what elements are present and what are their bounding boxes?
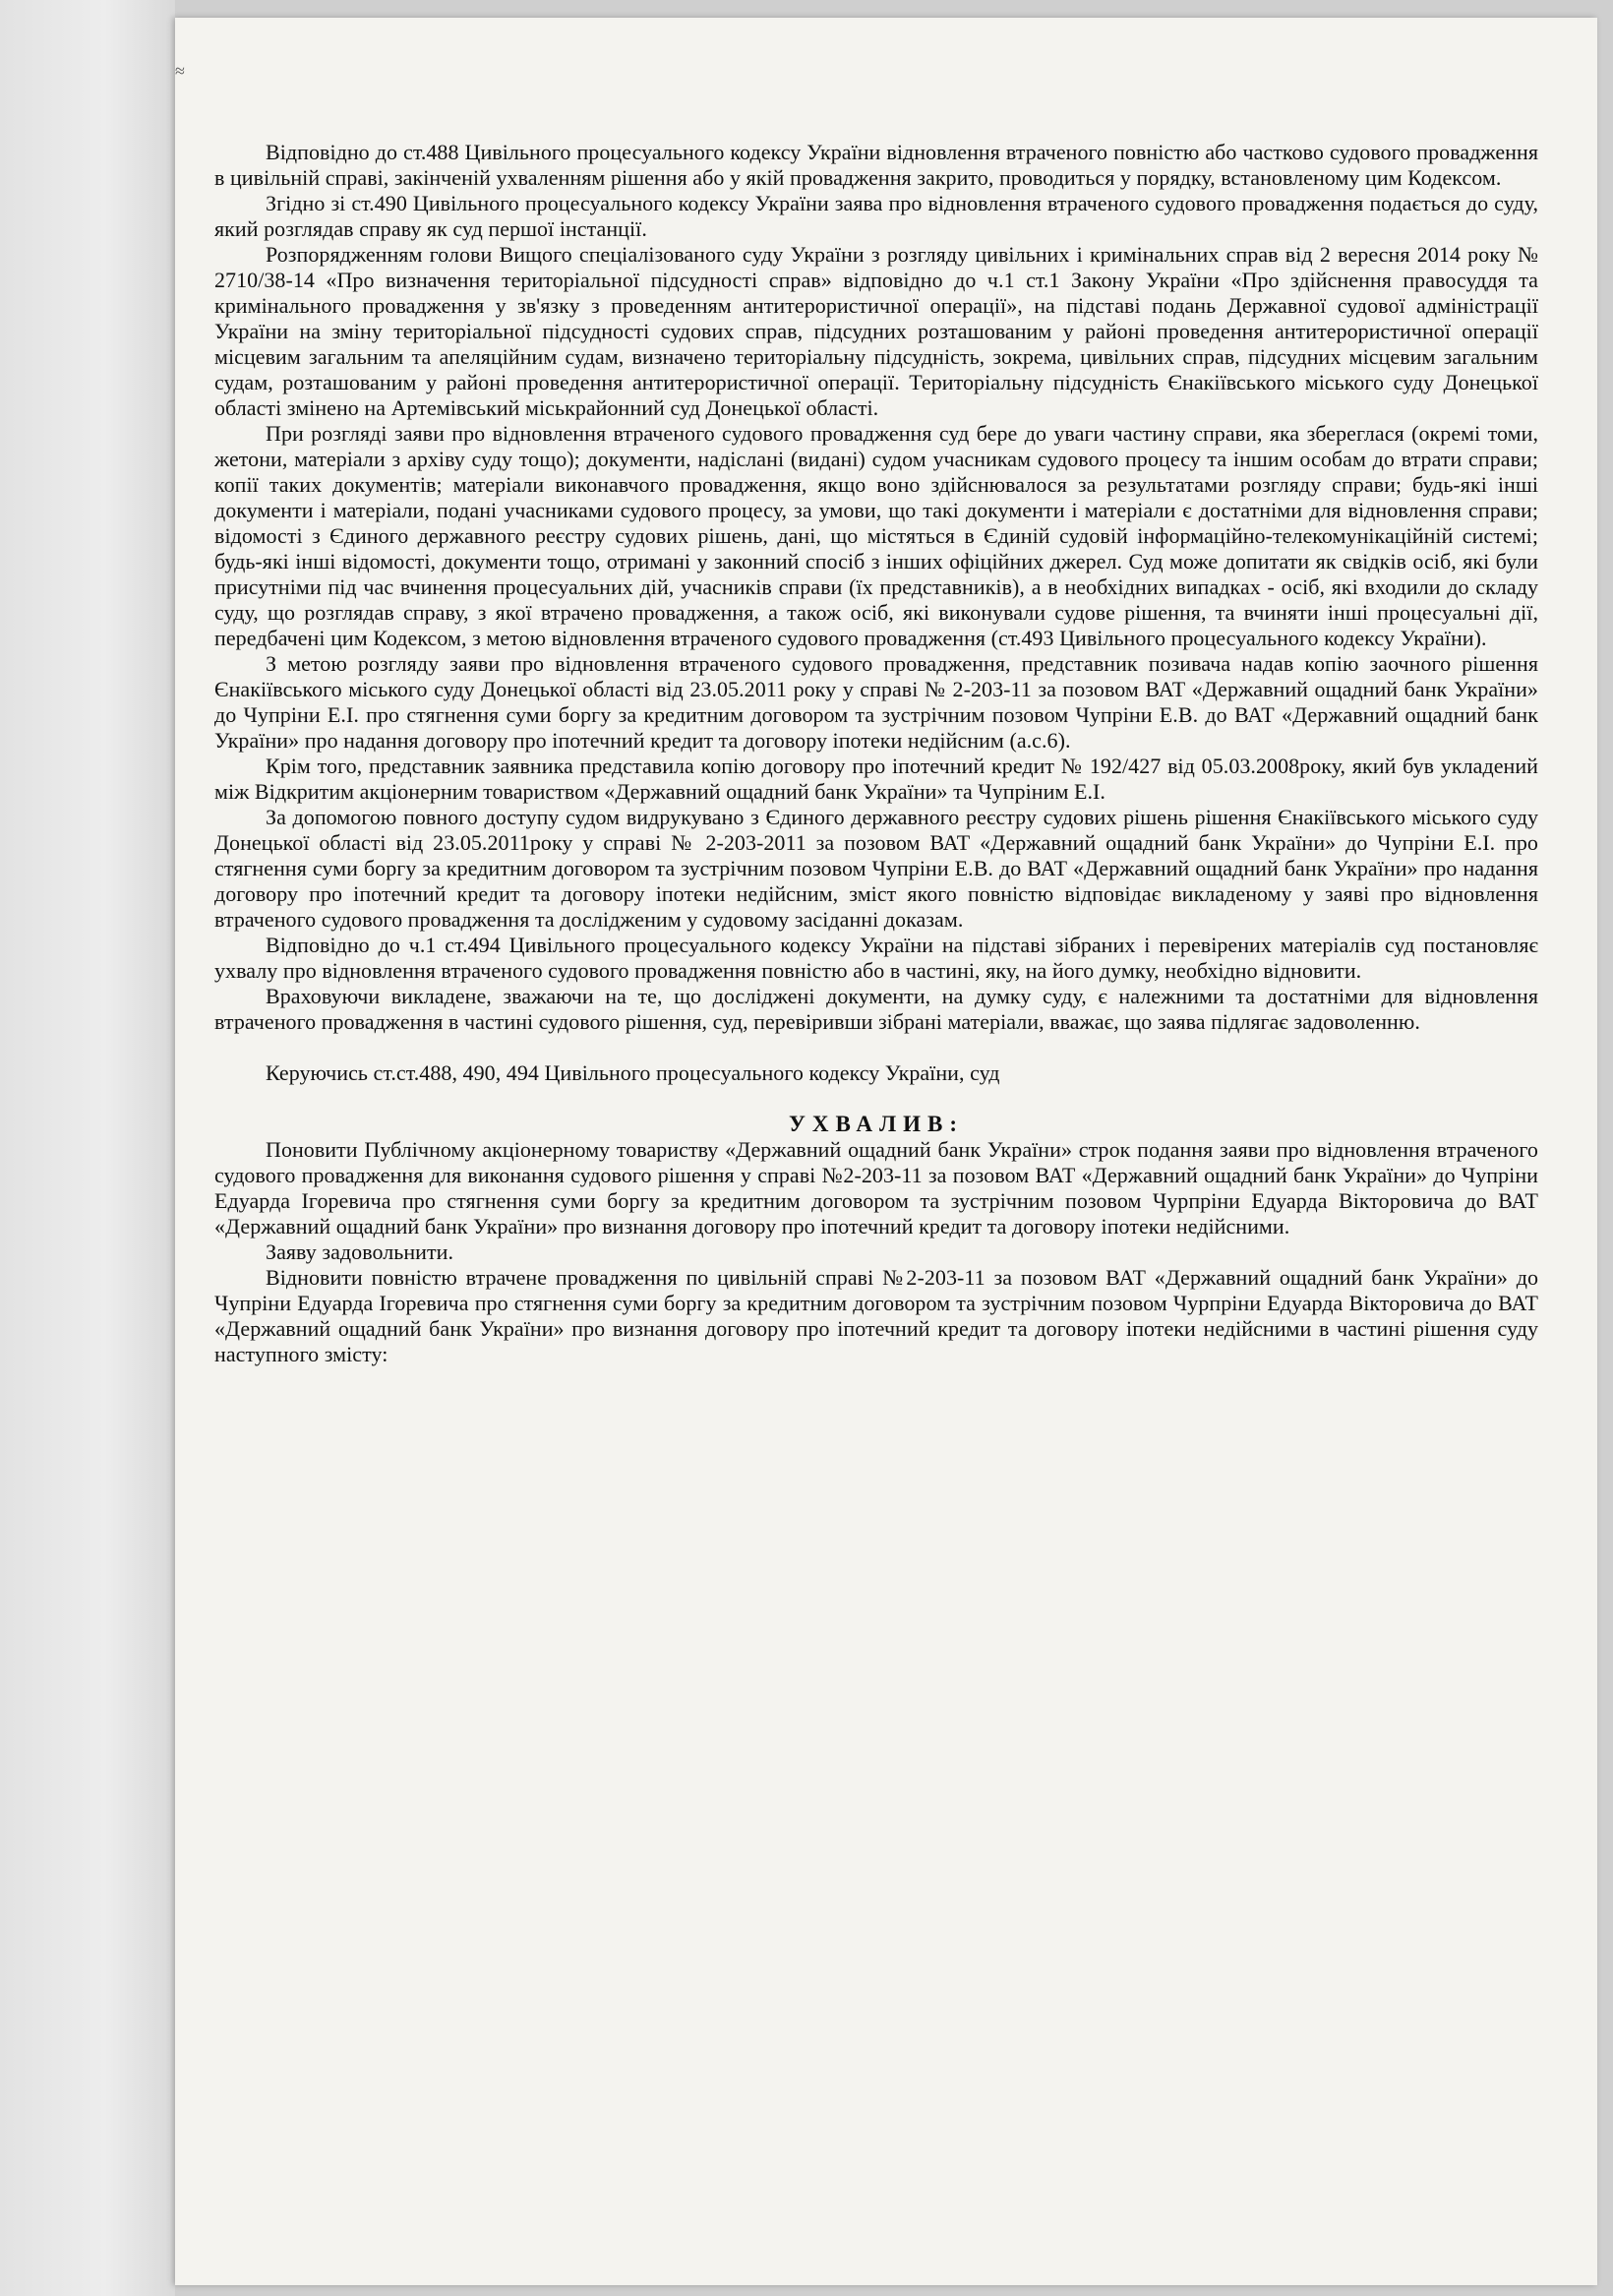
paragraph-art-488: Відповідно до ст.488 Цивільного процесуального кодексу України відновлення втраченого повністю або частково судового провадження в цивільній справі, закінченій ухваленням рішення або у якій провадження закрито, проводиться у порядку, встановленому цим Кодексом. (214, 140, 1538, 190)
spacer (214, 1086, 1538, 1112)
paragraph-jurisdiction-order: Розпорядженням голови Вищого спеціалізованого суду України з розгляду цивільних і кримінальних справ від 2 вересня 2014 року № 2710/38-14 «Про визначення територіальної підсудності справ» відповідно до ч.1 ст.1 Закону України «Про здійснення правосуддя та кримінального провадження у зв'язку з проведенням антитерористичної операції», на підставі подань Державної судової адміністрації України на зміну територіальної підсудності судових справ, підсудних розташованим у районі проведення антитерористичної операції місцевим загальним та апеляційним судам, визначено територіальну підсудність, зокрема, цивільних справ, підсудних місцевим загальним судам, розташованим у районі проведення антитерористичної операції. Територіальну підсудність Єнакіївського міського суду Донецької області змінено на Артемівський міськрайонний суд Донецької області. (214, 242, 1538, 420)
paragraph-plaintiff-copy: З метою розгляду заяви про відновлення втраченого судового провадження, представник позивача надав копію заочного рішення Єнакіївського міського суду Донецької області від 23.05.2011 року у справі № 2-203-11 за позовом ВАТ «Державний ощадний банк України» до Чупріни Е.І. про стягнення суми боргу за кредитним договором та зустрічним позовом Чупріни Е.В. до ВАТ «Державний ощадний банк України» про надання договору про іпотечний кредит та договору іпотеки недійсним (а.с.6). (214, 651, 1538, 753)
paragraph-mortgage-contract: Крім того, представник заявника представила копію договору про іпотечний кредит № 192/427 від 05.03.2008року, який був укладений між Відкритим акціонерним товариством «Державний ощадний банк України» та Чупріним Е.І. (214, 754, 1538, 804)
paragraph-art-490: Згідно зі ст.490 Цивільного процесуального кодексу України заява про відновлення втраченого судового провадження подається до суду, який розглядав справу як суд першої інстанції. (214, 191, 1538, 241)
paragraph-conclusion: Враховуючи викладене, зважаючи на те, що досліджені документи, на думку суду, є належними та достатніми для відновлення втраченого провадження в частині судового рішення, суд, перевіривши зібрані матеріали, вважає, що заява підлягає задоволенню. (214, 984, 1538, 1034)
paragraph-satisfy-claim: Заяву задовольнити. (266, 1239, 454, 1264)
paragraph-evidence-consideration: При розгляді заяви про відновлення втраченого судового провадження суд бере до уваги частину справи, яка збереглася (окремі томи, жетони, матеріали з архіву суду тощо); документи, надіслані (видані) судом учасникам судового процесу та іншим особам до втрати справи; копії таких документів; матеріали виконавчого провадження, якщо воно здійснювалося за результатами розгляду справи; будь-які інші документи і матеріали, подані учасниками судового процесу, за умови, що такі документи і матеріали є достатніми для відновлення справи; відомості з Єдиного державного реєстру судових рішень, дані, що містяться в Єдиній судовій інформаційно-телекомунікаційній системі; будь-які інші відомості, документи тощо, отримані у законний спосіб з інших офіційних джерел. Суд може допитати як свідків осіб, які були присутніми під час вчинення процесуальних дій, учасників справи (їх представників), а в необхідних випадках - осіб, які входили до складу суду, що розглядав справу, з якої втрачено провадження, а також осіб, які виконували судове рішення, та вчиняти інші процесуальні дії, передбачені цим Кодексом, з метою відновлення втраченого судового провадження (ст.493 Цивільного процесуального кодексу України). (214, 421, 1538, 650)
corner-mark: ≈ (175, 61, 185, 81)
paragraph-art-494: Відповідно до ч.1 ст.494 Цивільного процесуального кодексу України на підставі зібраних і перевірених матеріалів суд постановляє ухвалу про відновлення втраченого судового провадження повністю або в частині, яку, на його думку, необхідно відновити. (214, 933, 1538, 983)
paragraph-guided-by: Керуючись ст.ст.488, 490, 494 Цивільного процесуального кодексу України, суд (266, 1060, 1000, 1085)
paragraph-registry-printout: За допомогою повного доступу судом видрукувано з Єдиного державного реєстру судових рішень рішення Єнакіївського міського суду Донецької області від 23.05.2011року у справі № 2-203-2011 за позовом ВАТ «Державний ощадний банк України» до Чупріни Е.І. про стягнення суми боргу за кредитним договором та зустрічним позовом Чупріни Е.В. до ВАТ «Державний ощадний банк України» про надання договору про іпотечний кредит та договору іпотеки недійсним, зміст якого повністю відповідає викладеному у заяві про відновлення втраченого судового провадження та дослідженим у судовому засіданні доказам. (214, 805, 1538, 932)
scan-left-margin (0, 0, 175, 2296)
paragraph-renew-term: Поновити Публічному акціонерному товариству «Державний ощадний банк України» строк подання заяви про відновлення втраченого судового провадження для виконання судового рішення у справі №2-203-11 за позовом ВАТ «Державний ощадний банк України» до Чупріни Едуарда Ігоревича про стягнення суми боргу за кредитним договором та зустрічним позовом Чурпріни Едуарда Вікторовича до ВАТ «Державний ощадний банк України» про визнання договору про іпотечний кредит та договору іпотеки недійсними. (214, 1137, 1538, 1239)
paragraph-restore-proceedings: Відновити повністю втрачене провадження по цивільній справі №2-203-11 за позовом ВАТ «Державний ощадний банк України» до Чупріни Едуарда Ігоревича про стягнення суми боргу за кредитним договором та зустрічним позовом Чурпріни Едуарда Вікторовича до ВАТ «Державний ощадний банк України» про визнання договору про іпотечний кредит та договору іпотеки недійсними в частині рішення суду наступного змісту: (214, 1265, 1538, 1366)
document-page (175, 18, 1597, 2285)
spacer (214, 1035, 1538, 1060)
ruling-heading: УХВАЛИВ: (788, 1112, 965, 1136)
document-body (214, 140, 1538, 1367)
